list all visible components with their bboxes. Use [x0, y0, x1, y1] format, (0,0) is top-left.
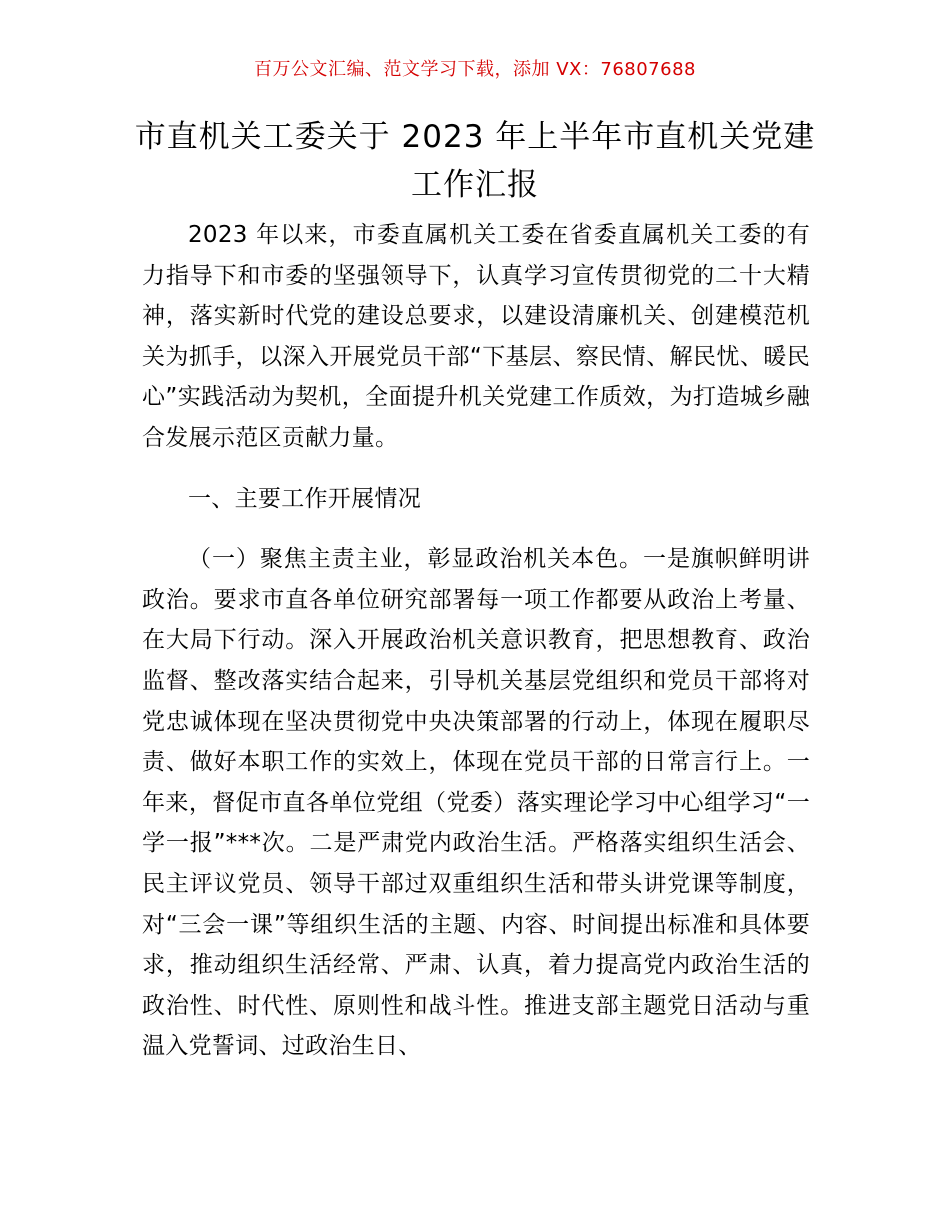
- header-download-note: 百万公文汇编、范文学习下载，添加 VX：76807688: [254, 59, 696, 80]
- section-1-heading: 一、主要工作开展情况: [188, 485, 421, 512]
- document-body: [142, 215, 810, 1067]
- section-1-paragraph-1: （一）聚焦主责主业，彰显政治机关本色。一是旗帜鲜明讲政治。要求市直各单位研究部署每一项工作都要从政治上考量、在大局下行动。深入开展政治机关意识教育，把思想教育、政治监督、整改落实结合起来，引导机关基层党组织和党员干部将对党忠诚体现在坚决贯彻党中央决策部署的行动上，体现在履职尽责、做好本职工作的实效上，体现在党员干部的日常言行上。一年来，督促市直各单位党组（党委）落实理论学习中心组学习“一学一报”***次。二是严肃党内政治生活。严格落实组织生活会、民主评议党员、领导干部过双重组织生活和带头讲党课等制度，对“三会一课”等组织生活的主题、内容、时间提出标准和具体要求，推动组织生活经常、严肃、认真，着力提高党内政治生活的政治性、时代性、原则性和战斗性。推进支部主题党日活动与重温入党誓词、过政治生日、: [142, 546, 810, 1060]
- intro-paragraph: 2023 年以来，市委直属机关工委在省委直属机关工委的有力指导下和市委的坚强领导下，认真学习宣传贯彻党的二十大精神，落实新时代党的建设总要求，以建设清廉机关、创建模范机关为抓手，以深入开展党员干部“下基层、察民情、解民忧、暖民心”实践活动为契机，全面提升机关党建工作质效，为打造城乡融合发展示范区贡献力量。: [142, 222, 810, 451]
- document-title: [100, 113, 850, 209]
- document-title-line-1: 市直机关工委关于 2023 年上半年市直机关党建: [134, 119, 816, 155]
- document-title-line-2: 工作汇报: [411, 167, 539, 203]
